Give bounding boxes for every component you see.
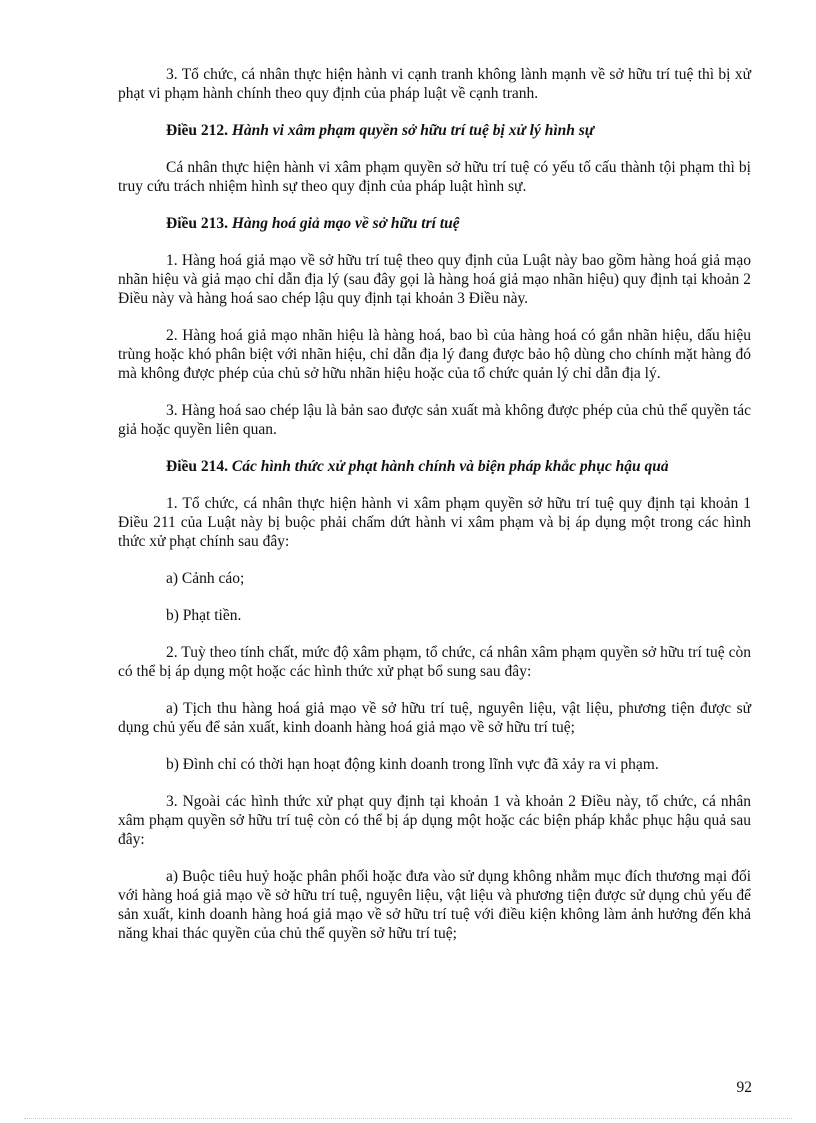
list-item: b) Phạt tiền.	[166, 607, 242, 624]
paragraph: Cá nhân thực hiện hành vi xâm phạm quyền sở hữu trí tuệ có yếu tố cấu thành tội phạm thì bị truy cứu trách nhiệm hình sự theo quy định của pháp luật hình sự.	[118, 159, 751, 195]
paragraph: 2. Hàng hoá giả mạo nhãn hiệu là hàng hoá, bao bì của hàng hoá có gắn nhãn hiệu, dấu hiệu trùng hoặc khó phân biệt với nhãn hiệu, chỉ dẫn địa lý đang được bảo hộ dùng cho chính mặt hàng đó mà không được phép của chủ sở hữu nhãn hiệu hoặc của tổ chức quản lý chỉ dẫn địa lý.	[118, 327, 751, 382]
paragraph: 3. Ngoài các hình thức xử phạt quy định tại khoản 1 và khoản 2 Điều này, tổ chức, cá nhân xâm phạm quyền sở hữu trí tuệ còn có thể bị áp dụng một hoặc các biện pháp khắc phục hậu quả sau đây:	[118, 793, 751, 848]
list-item: a) Buộc tiêu huỷ hoặc phân phối hoặc đưa vào sử dụng không nhằm mục đích thương mại đối với hàng hoá giả mạo về sở hữu trí tuệ, nguyên liệu, vật liệu và phương tiện được sử dụng chủ yếu để sản xuất, kinh doanh hàng hoá giả mạo về sở hữu trí tuệ với điều kiện không làm ảnh hưởng đến khả năng khai thác quyền của chủ thể quyền sở hữu trí tuệ;	[118, 868, 751, 942]
page-number: 92	[736, 1079, 752, 1096]
article-heading-213	[118, 214, 751, 233]
article-number: Điều 214.	[166, 458, 228, 475]
paragraph: 3. Tổ chức, cá nhân thực hiện hành vi cạnh tranh không lành mạnh về sở hữu trí tuệ thì bị xử phạt vi phạm hành chính theo quy định của pháp luật về cạnh tranh.	[118, 66, 751, 102]
article-title: Các hình thức xử phạt hành chính và biện pháp khắc phục hậu quả	[231, 458, 669, 475]
list-item: a) Cảnh cáo;	[166, 570, 245, 587]
paragraph: 3. Hàng hoá sao chép lậu là bản sao được sản xuất mà không được phép của chủ thể quyền tác giả hoặc quyền liên quan.	[118, 402, 751, 438]
paragraph: 1. Tổ chức, cá nhân thực hiện hành vi xâm phạm quyền sở hữu trí tuệ quy định tại khoản 1 Điều 211 của Luật này bị buộc phải chấm dứt hành vi xâm phạm và bị áp dụng một trong các hình thức xử phạt chính sau đây:	[118, 495, 751, 550]
article-heading-214	[118, 457, 751, 476]
article-title: Hành vi xâm phạm quyền sở hữu trí tuệ bị xử lý hình sự	[231, 122, 595, 139]
document-body	[118, 65, 751, 961]
article-heading-212	[118, 121, 751, 140]
paragraph: 2. Tuỳ theo tính chất, mức độ xâm phạm, tổ chức, cá nhân xâm phạm quyền sở hữu trí tuệ còn có thể bị áp dụng một hoặc các hình thức xử phạt bổ sung sau đây:	[118, 644, 751, 680]
list-item: b) Đình chỉ có thời hạn hoạt động kinh doanh trong lĩnh vực đã xảy ra vi phạm.	[166, 756, 659, 773]
article-number: Điều 213.	[166, 215, 228, 232]
article-number: Điều 212.	[166, 122, 228, 139]
list-item: a) Tịch thu hàng hoá giả mạo về sở hữu trí tuệ, nguyên liệu, vật liệu, phương tiện được sử dụng chủ yếu để sản xuất, kinh doanh hàng hoá giả mạo về sở hữu trí tuệ;	[118, 700, 751, 736]
paragraph: 1. Hàng hoá giả mạo về sở hữu trí tuệ theo quy định của Luật này bao gồm hàng hoá giả mạo nhãn hiệu và giả mạo chỉ dẫn địa lý (sau đây gọi là hàng hoá giả mạo nhãn hiệu) quy định tại khoản 2 Điều này và hàng hoá sao chép lậu quy định tại khoản 3 Điều này.	[118, 252, 751, 307]
footer-divider	[24, 1118, 792, 1119]
article-title: Hàng hoá giả mạo về sở hữu trí tuệ	[231, 215, 460, 232]
